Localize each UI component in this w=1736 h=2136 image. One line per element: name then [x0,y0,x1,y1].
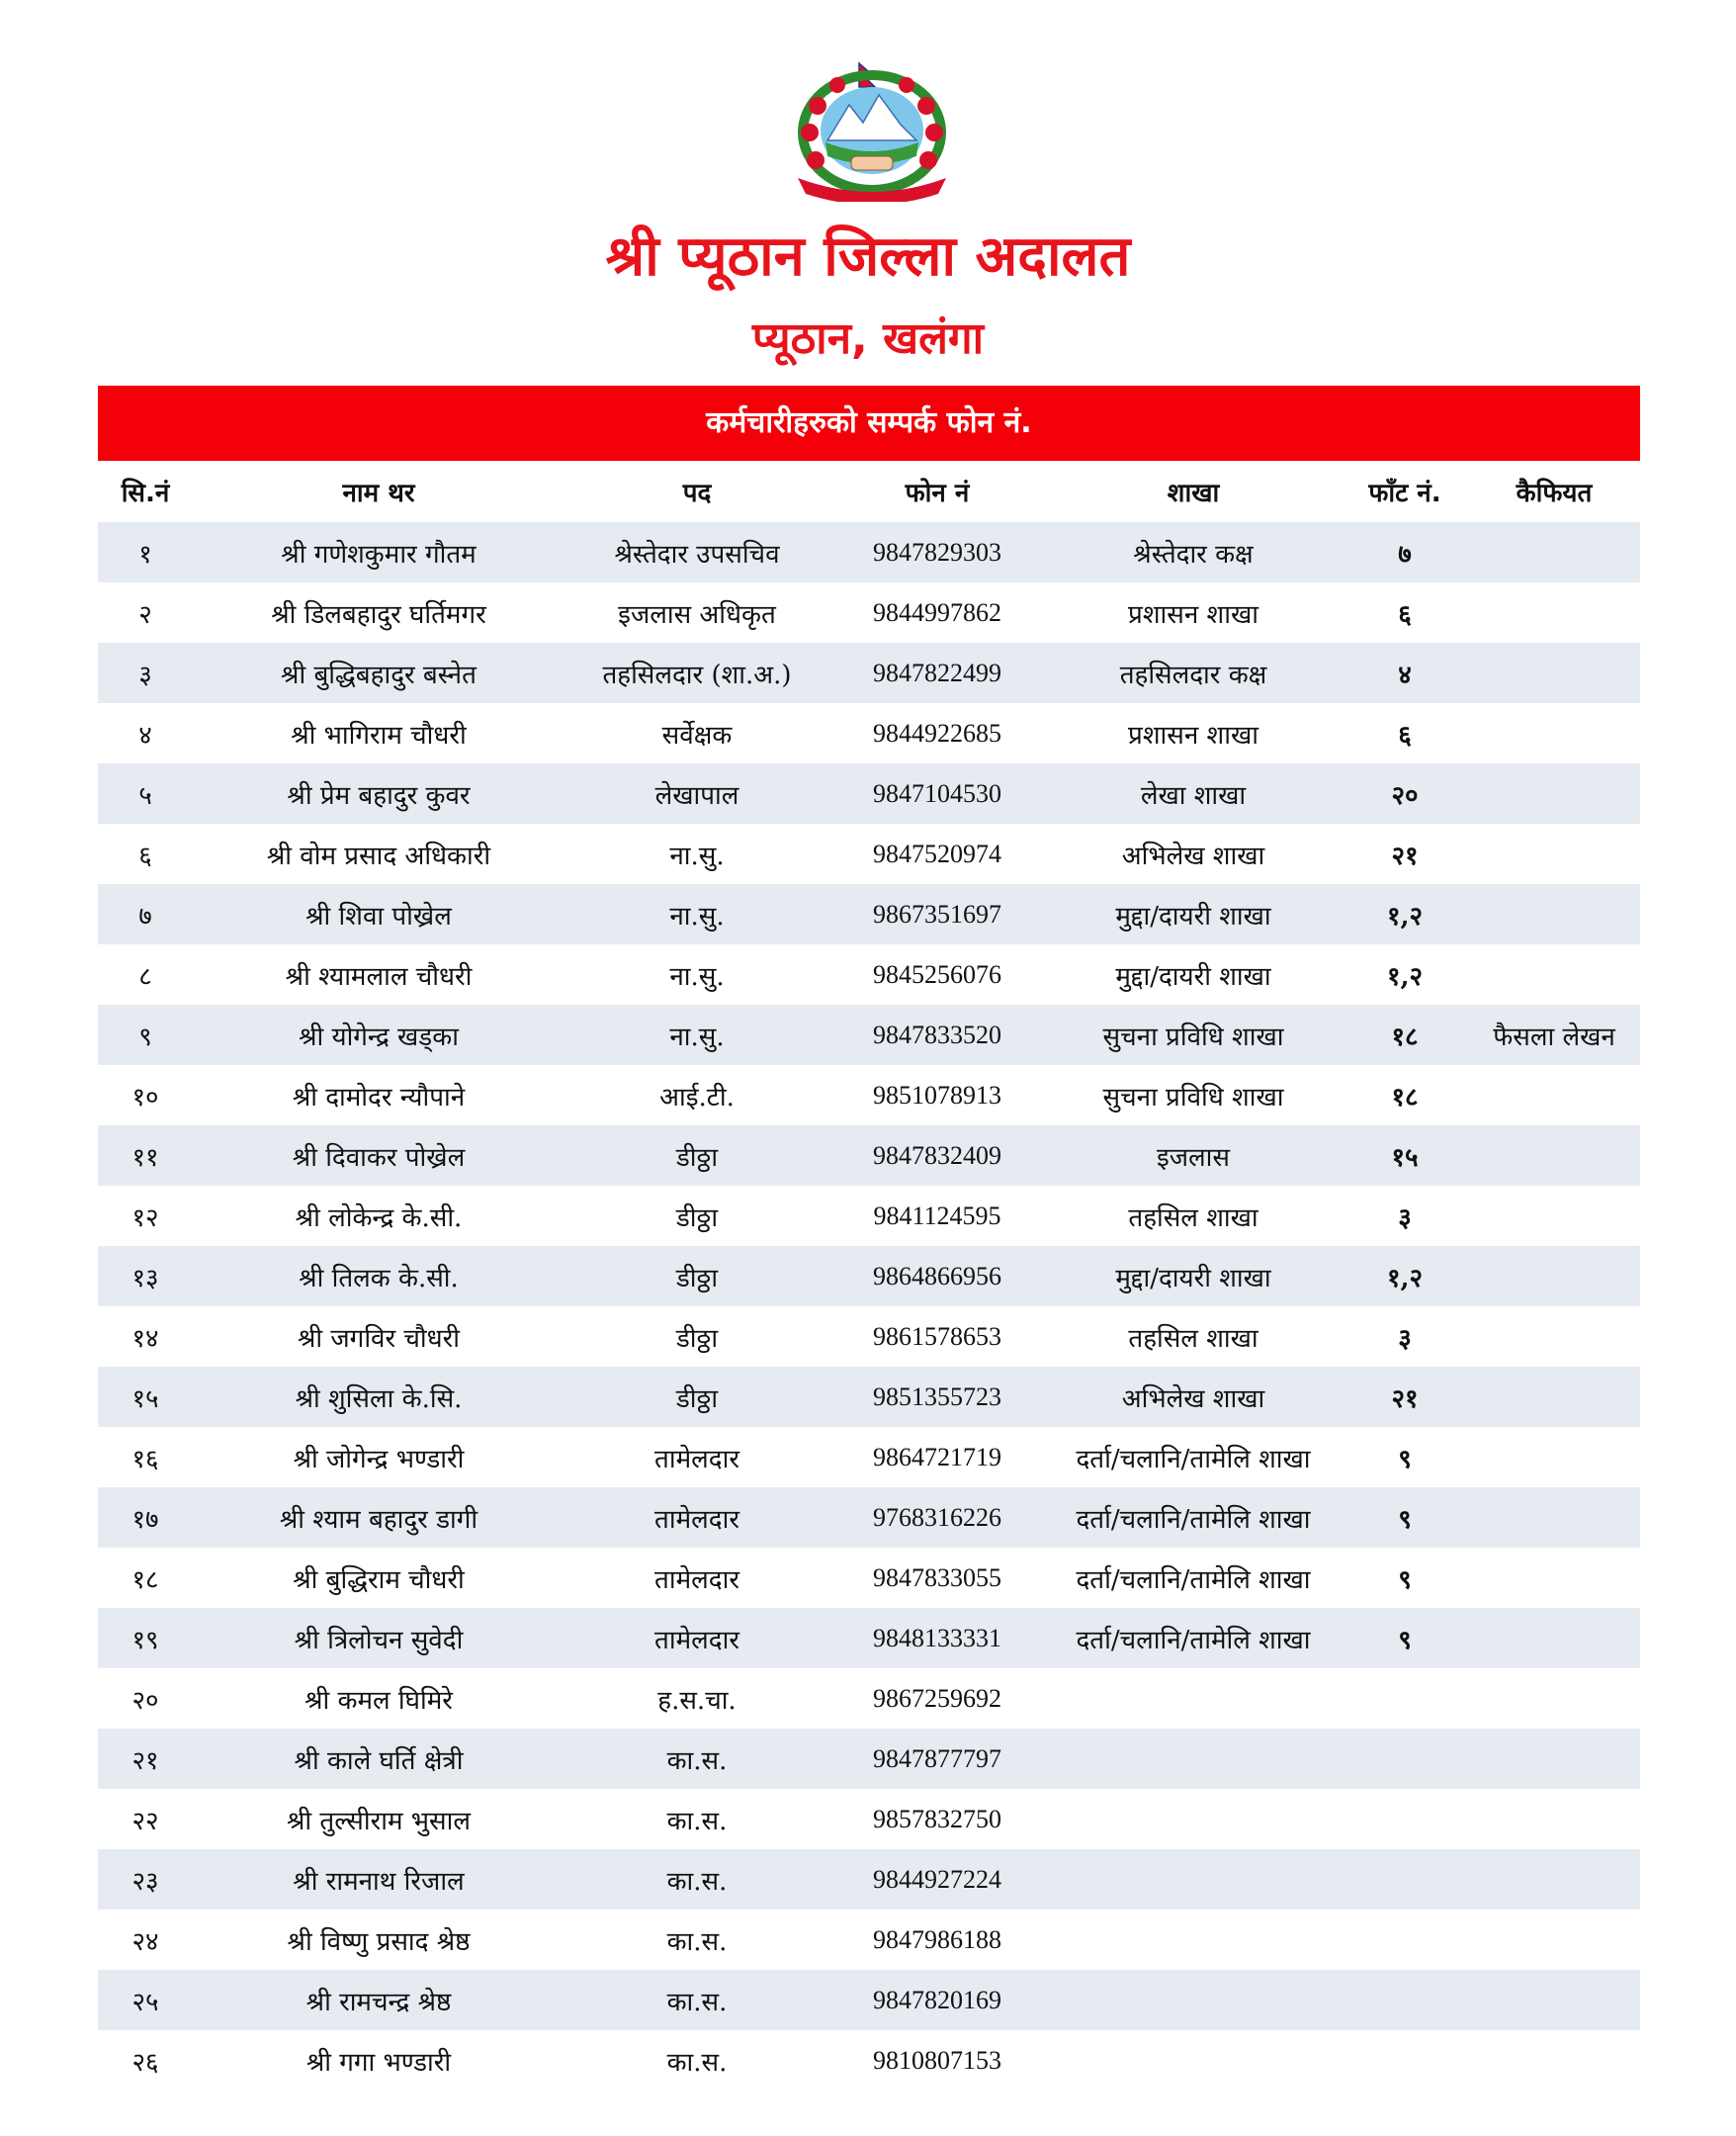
post-cell: तामेलदार [564,1427,829,1487]
table-row [98,2030,1640,2091]
phone-cell: 9867351697 [829,884,1045,944]
remarks-cell [1468,1910,1640,1970]
table-row [98,1970,1640,2030]
table-body [98,522,1640,2091]
branch-cell: प्रशासन शाखा [1045,703,1342,763]
branch-cell [1045,1668,1342,1729]
table-row [98,1246,1640,1306]
name-cell: श्री श्यामलाल चौधरी [193,944,564,1005]
phone-cell: 9847520974 [829,824,1045,884]
post-cell: डीठ्ठा [564,1246,829,1306]
table-row [98,1548,1640,1608]
desk-cell [1342,1729,1468,1789]
post-cell: ना.सु. [564,824,829,884]
remarks-cell [1468,1427,1640,1487]
branch-cell: दर्ता/चलानि/तामेलि शाखा [1045,1487,1342,1548]
serial-cell: २२ [98,1789,193,1849]
post-cell: का.स. [564,1970,829,2030]
post-cell: ना.सु. [564,884,829,944]
remarks-cell [1468,1367,1640,1427]
table-row [98,522,1640,582]
remarks-cell [1468,1970,1640,2030]
desk-cell: २० [1342,763,1468,824]
table-row [98,1367,1640,1427]
remarks-cell [1468,763,1640,824]
table-row [98,1065,1640,1125]
name-cell: श्री भागिराम चौधरी [193,703,564,763]
name-cell: श्री बुद्धिबहादुर बस्नेत [193,643,564,703]
desk-cell [1342,1910,1468,1970]
phone-cell: 9844927224 [829,1849,1045,1910]
table-row [98,824,1640,884]
phone-cell: 9847833520 [829,1005,1045,1065]
post-cell: तामेलदार [564,1487,829,1548]
remarks-cell [1468,1849,1640,1910]
remarks-cell [1468,1668,1640,1729]
post-cell: तामेलदार [564,1608,829,1668]
name-cell: श्री रामचन्द्र श्रेष्ठ [193,1970,564,2030]
remarks-cell [1468,944,1640,1005]
remarks-cell [1468,1246,1640,1306]
table-row [98,1849,1640,1910]
name-cell: श्री डिलबहादुर घर्तिमगर [193,582,564,643]
phone-column-header: फोन नं [905,479,970,508]
nepal-emblem-logo [790,61,954,202]
remarks-cell [1468,1306,1640,1367]
branch-cell: सुचना प्रविधि शाखा [1045,1065,1342,1125]
table-row [98,582,1640,643]
serial-cell: ७ [98,884,193,944]
desk-cell: ९ [1342,1608,1468,1668]
table-row [98,1125,1640,1186]
name-cell: श्री कमल घिमिरे [193,1668,564,1729]
serial-cell: १८ [98,1548,193,1608]
table-row [98,1186,1640,1246]
phone-cell: 9857832750 [829,1789,1045,1849]
table-row [98,703,1640,763]
serial-cell: २६ [98,2030,193,2091]
remarks-cell [1468,1125,1640,1186]
branch-cell: तहसिल शाखा [1045,1186,1342,1246]
post-cell: का.स. [564,1849,829,1910]
desk-column-header: फाँट नं. [1368,479,1441,508]
desk-cell: ९ [1342,1427,1468,1487]
post-cell: लेखापाल [564,763,829,824]
table-row [98,1910,1640,1970]
post-cell: श्रेस्तेदार उपसचिव [564,522,829,582]
name-cell: श्री प्रेम बहादुर कुवर [193,763,564,824]
branch-cell: इजलास [1045,1125,1342,1186]
serial-cell: १६ [98,1427,193,1487]
serial-cell: १० [98,1065,193,1125]
serial-cell: ४ [98,703,193,763]
remarks-cell [1468,1487,1640,1548]
desk-cell: २१ [1342,1367,1468,1427]
serial-cell: १ [98,522,193,582]
branch-cell: मुद्दा/दायरी शाखा [1045,944,1342,1005]
post-cell: ह.स.चा. [564,1668,829,1729]
desk-cell: ३ [1342,1186,1468,1246]
desk-cell [1342,2030,1468,2091]
serial-cell: ३ [98,643,193,703]
court-location: प्यूठान, खलंगा [751,313,985,364]
remarks-cell [1468,824,1640,884]
branch-cell [1045,2030,1342,2091]
desk-cell [1342,1970,1468,2030]
name-cell: श्री रामनाथ रिजाल [193,1849,564,1910]
table-row [98,763,1640,824]
serial-cell: २० [98,1668,193,1729]
name-cell: श्री बुद्धिराम चौधरी [193,1548,564,1608]
name-cell: श्री दिवाकर पोख्रेल [193,1125,564,1186]
branch-cell: श्रेस्तेदार कक्ष [1045,522,1342,582]
name-cell: श्री विष्णु प्रसाद श्रेष्ठ [193,1910,564,1970]
name-cell: श्री त्रिलोचन सुवेदी [193,1608,564,1668]
serial-cell: १९ [98,1608,193,1668]
name-cell: श्री जोगेन्द्र भण्डारी [193,1427,564,1487]
desk-cell: ९ [1342,1487,1468,1548]
phone-cell: 9844922685 [829,703,1045,763]
post-column-header: पद [682,479,712,508]
serial-cell: २५ [98,1970,193,2030]
phone-cell: 9845256076 [829,944,1045,1005]
remarks-cell [1468,1789,1640,1849]
table-row [98,1487,1640,1548]
table-row [98,944,1640,1005]
serial-cell: ६ [98,824,193,884]
table-row [98,1005,1640,1065]
table-header-row [98,461,1640,522]
phone-cell: 9810807153 [829,2030,1045,2091]
desk-cell: २१ [1342,824,1468,884]
remarks-cell [1468,1065,1640,1125]
desk-cell: ९ [1342,1548,1468,1608]
name-cell: श्री योगेन्द्र खड्का [193,1005,564,1065]
post-cell: इजलास अधिकृत [564,582,829,643]
phone-cell: 9861578653 [829,1306,1045,1367]
remarks-cell [1468,1608,1640,1668]
remarks-cell [1468,2030,1640,2091]
post-cell: का.स. [564,1729,829,1789]
branch-cell [1045,1910,1342,1970]
name-cell: श्री श्याम बहादुर डागी [193,1487,564,1548]
post-cell: आई.टी. [564,1065,829,1125]
post-cell: का.स. [564,2030,829,2091]
serial-cell: ५ [98,763,193,824]
serial-cell: १५ [98,1367,193,1427]
serial-cell: १२ [98,1186,193,1246]
name-cell: श्री शुसिला के.सि. [193,1367,564,1427]
remarks-cell [1468,884,1640,944]
desk-cell: १,२ [1342,884,1468,944]
phone-cell: 9864866956 [829,1246,1045,1306]
serial-cell: १७ [98,1487,193,1548]
phone-cell: 9847829303 [829,522,1045,582]
branch-column-header: शाखा [1167,479,1220,508]
remarks-cell [1468,582,1640,643]
post-cell: तामेलदार [564,1548,829,1608]
desk-cell: ४ [1342,643,1468,703]
table-row [98,884,1640,944]
serial-cell: १४ [98,1306,193,1367]
desk-cell: १८ [1342,1065,1468,1125]
name-cell: श्री गणेशकुमार गौतम [193,522,564,582]
table-row [98,1306,1640,1367]
table-row [98,1608,1640,1668]
serial-cell: ९ [98,1005,193,1065]
phone-cell: 9851078913 [829,1065,1045,1125]
table-row [98,643,1640,703]
branch-cell: सुचना प्रविधि शाखा [1045,1005,1342,1065]
phone-cell: 9847877797 [829,1729,1045,1789]
desk-cell: ३ [1342,1306,1468,1367]
serial-cell: ८ [98,944,193,1005]
desk-cell [1342,1789,1468,1849]
desk-cell: १८ [1342,1005,1468,1065]
desk-cell [1342,1668,1468,1729]
desk-cell: १५ [1342,1125,1468,1186]
phone-cell: 9847986188 [829,1910,1045,1970]
phone-cell: 9851355723 [829,1367,1045,1427]
phone-cell: 9768316226 [829,1487,1045,1548]
phone-cell: 9847833055 [829,1548,1045,1608]
desk-cell [1342,1849,1468,1910]
phone-cell: 9847104530 [829,763,1045,824]
branch-cell [1045,1970,1342,2030]
serial-cell: २४ [98,1910,193,1970]
branch-cell: दर्ता/चलानि/तामेलि शाखा [1045,1427,1342,1487]
branch-cell: दर्ता/चलानि/तामेलि शाखा [1045,1548,1342,1608]
branch-cell: प्रशासन शाखा [1045,582,1342,643]
phone-cell: 9847832409 [829,1125,1045,1186]
branch-cell [1045,1729,1342,1789]
table-banner: कर्मचारीहरुको सम्पर्क फोन नं. [98,386,1640,461]
name-cell: श्री जगविर चौधरी [193,1306,564,1367]
desk-cell: १,२ [1342,1246,1468,1306]
desk-cell: १,२ [1342,944,1468,1005]
post-cell: ना.सु. [564,944,829,1005]
name-cell: श्री लोकेन्द्र के.सी. [193,1186,564,1246]
branch-cell [1045,1849,1342,1910]
branch-cell: तहसिलदार कक्ष [1045,643,1342,703]
branch-cell: तहसिल शाखा [1045,1306,1342,1367]
branch-cell: अभिलेख शाखा [1045,1367,1342,1427]
staff-contact-table [98,461,1640,2091]
emblem-icon [790,61,954,202]
post-cell: का.स. [564,1910,829,1970]
remarks-cell: फैसला लेखन [1468,1005,1640,1065]
phone-cell: 9848133331 [829,1608,1045,1668]
table-row [98,1427,1640,1487]
remarks-cell [1468,703,1640,763]
phone-cell: 9844997862 [829,582,1045,643]
post-cell: तहसिलदार (शा.अ.) [564,643,829,703]
name-cell: श्री तिलक के.सी. [193,1246,564,1306]
post-cell: डीठ्ठा [564,1306,829,1367]
serial-cell: २३ [98,1849,193,1910]
phone-cell: 9867259692 [829,1668,1045,1729]
branch-cell: मुद्दा/दायरी शाखा [1045,1246,1342,1306]
phone-cell: 9847820169 [829,1970,1045,2030]
branch-cell [1045,1789,1342,1849]
name-cell: श्री तुल्सीराम भुसाल [193,1789,564,1849]
post-cell: सर्वेक्षक [564,703,829,763]
remarks-cell [1468,643,1640,703]
desk-cell: ६ [1342,703,1468,763]
branch-cell: अभिलेख शाखा [1045,824,1342,884]
serial-cell: २१ [98,1729,193,1789]
remarks-cell [1468,1729,1640,1789]
serial-cell: १३ [98,1246,193,1306]
remarks-column-header: कैफियत [1516,479,1593,508]
remarks-cell [1468,1186,1640,1246]
serial-column-header: सि.नं [121,479,170,508]
branch-cell: लेखा शाखा [1045,763,1342,824]
branch-cell: मुद्दा/दायरी शाखा [1045,884,1342,944]
court-title: श्री प्यूठान जिल्ला अदालत [605,224,1131,289]
phone-cell: 9864721719 [829,1427,1045,1487]
post-cell: डीठ्ठा [564,1125,829,1186]
post-cell: डीठ्ठा [564,1367,829,1427]
desk-cell: ७ [1342,522,1468,582]
post-cell: का.स. [564,1789,829,1849]
post-cell: डीठ्ठा [564,1186,829,1246]
name-cell: श्री शिवा पोख्रेल [193,884,564,944]
remarks-cell [1468,522,1640,582]
name-cell: श्री काले घर्ति क्षेत्री [193,1729,564,1789]
branch-cell: दर्ता/चलानि/तामेलि शाखा [1045,1608,1342,1668]
table-row [98,1729,1640,1789]
table-row [98,1668,1640,1729]
remarks-cell [1468,1548,1640,1608]
post-cell: ना.सु. [564,1005,829,1065]
name-cell: श्री वोम प्रसाद अधिकारी [193,824,564,884]
serial-cell: ११ [98,1125,193,1186]
name-column-header: नाम थर [342,479,415,508]
table-row [98,1789,1640,1849]
desk-cell: ६ [1342,582,1468,643]
serial-cell: २ [98,582,193,643]
name-cell: श्री दामोदर न्यौपाने [193,1065,564,1125]
phone-cell: 9841124595 [829,1186,1045,1246]
phone-cell: 9847822499 [829,643,1045,703]
name-cell: श्री गगा भण्डारी [193,2030,564,2091]
